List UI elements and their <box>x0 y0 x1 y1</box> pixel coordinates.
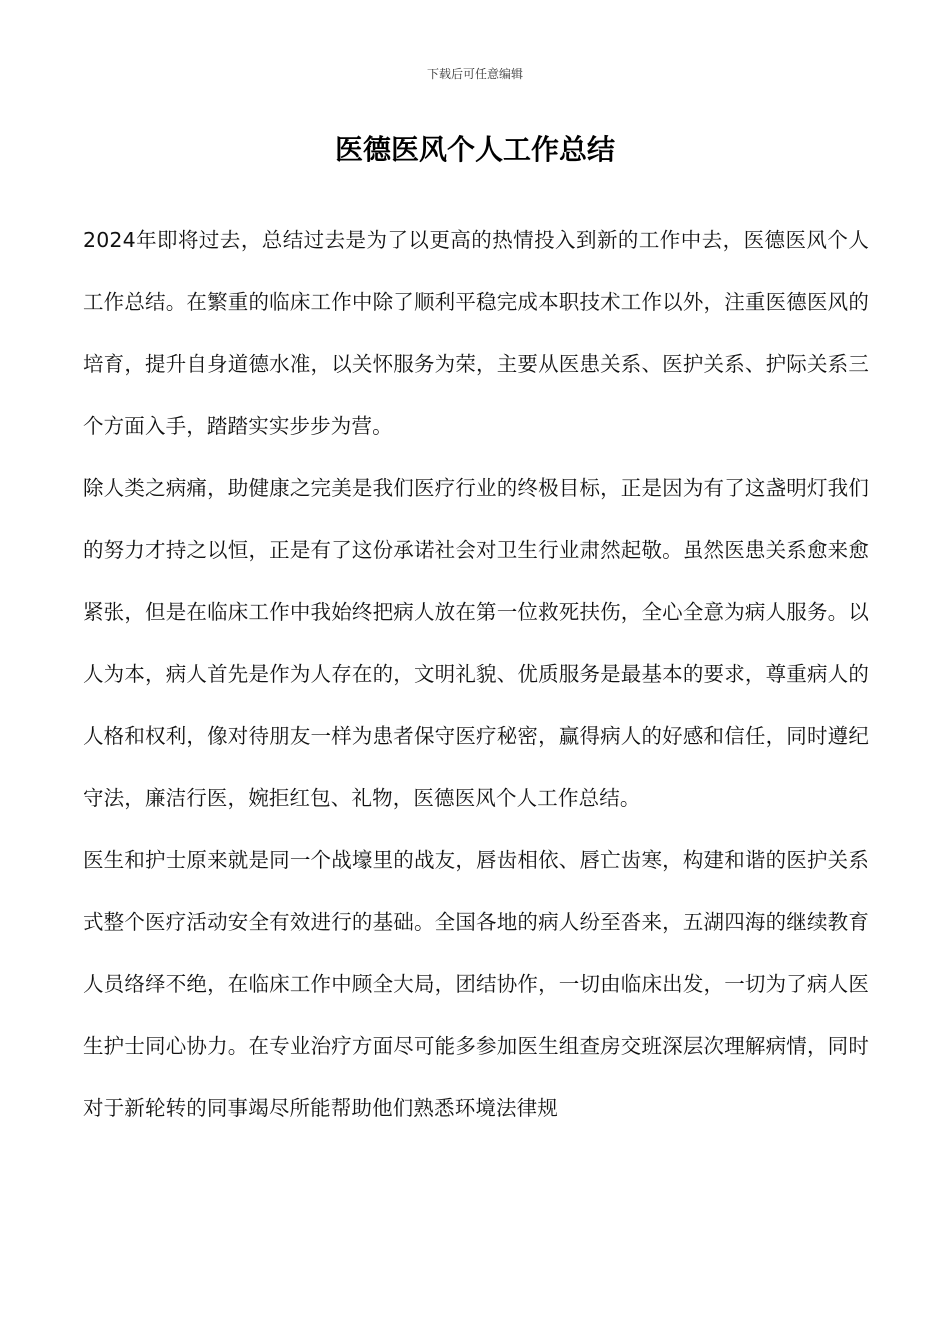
document-title: 医德医风个人工作总结 <box>334 133 615 166</box>
paragraph-2: 除人类之病痛，助健康之完美是我们医疗行业的终极目标，正是因为有了这盏明灯我们的努力才持之以恒，正是有了这份承诺社会对卫生行业肃然起敬。虽然医患关系愈来愈紧张，但是在临床工作中我始终把病人放在第一位救死扶伤，全心全意为病人服务。以人为本，病人首先是作为人存在的，文明礼貌、优质服务是最基本的要求，尊重病人的人格和权利，像对待朋友一样为患者保守医疗秘密，赢得病人的好感和信任，同时遵纪守法，廉洁行医，婉拒红包、礼物，医德医风个人工作总结。 <box>83 476 869 810</box>
paragraph-1: 2024年即将过去，总结过去是为了以更高的热情投入到新的工作中去，医德医风个人工作总结。在繁重的临床工作中除了顺利平稳完成本职技术工作以外，注重医德医风的培育，提升自身道德水准，以关怀服务为荣，主要从医患关系、医护关系、护际关系三个方面入手，踏踏实实步步为营。 <box>83 228 869 438</box>
header-note: 下载后可任意编辑 <box>426 67 523 81</box>
document-body <box>83 209 869 1139</box>
paragraph-3: 医生和护士原来就是同一个战壕里的战友，唇齿相依、唇亡齿寒，构建和谐的医护关系式整个医疗活动安全有效进行的基础。全国各地的病人纷至沓来，五湖四海的继续教育人员络绎不绝，在临床工作中顾全大局，团结协作，一切由临床出发，一切为了病人医生护士同心协力。在专业治疗方面尽可能多参加医生组查房交班深层次理解病情，同时对于新轮转的同事竭尽所能帮助他们熟悉环境法律规 <box>83 848 869 1120</box>
